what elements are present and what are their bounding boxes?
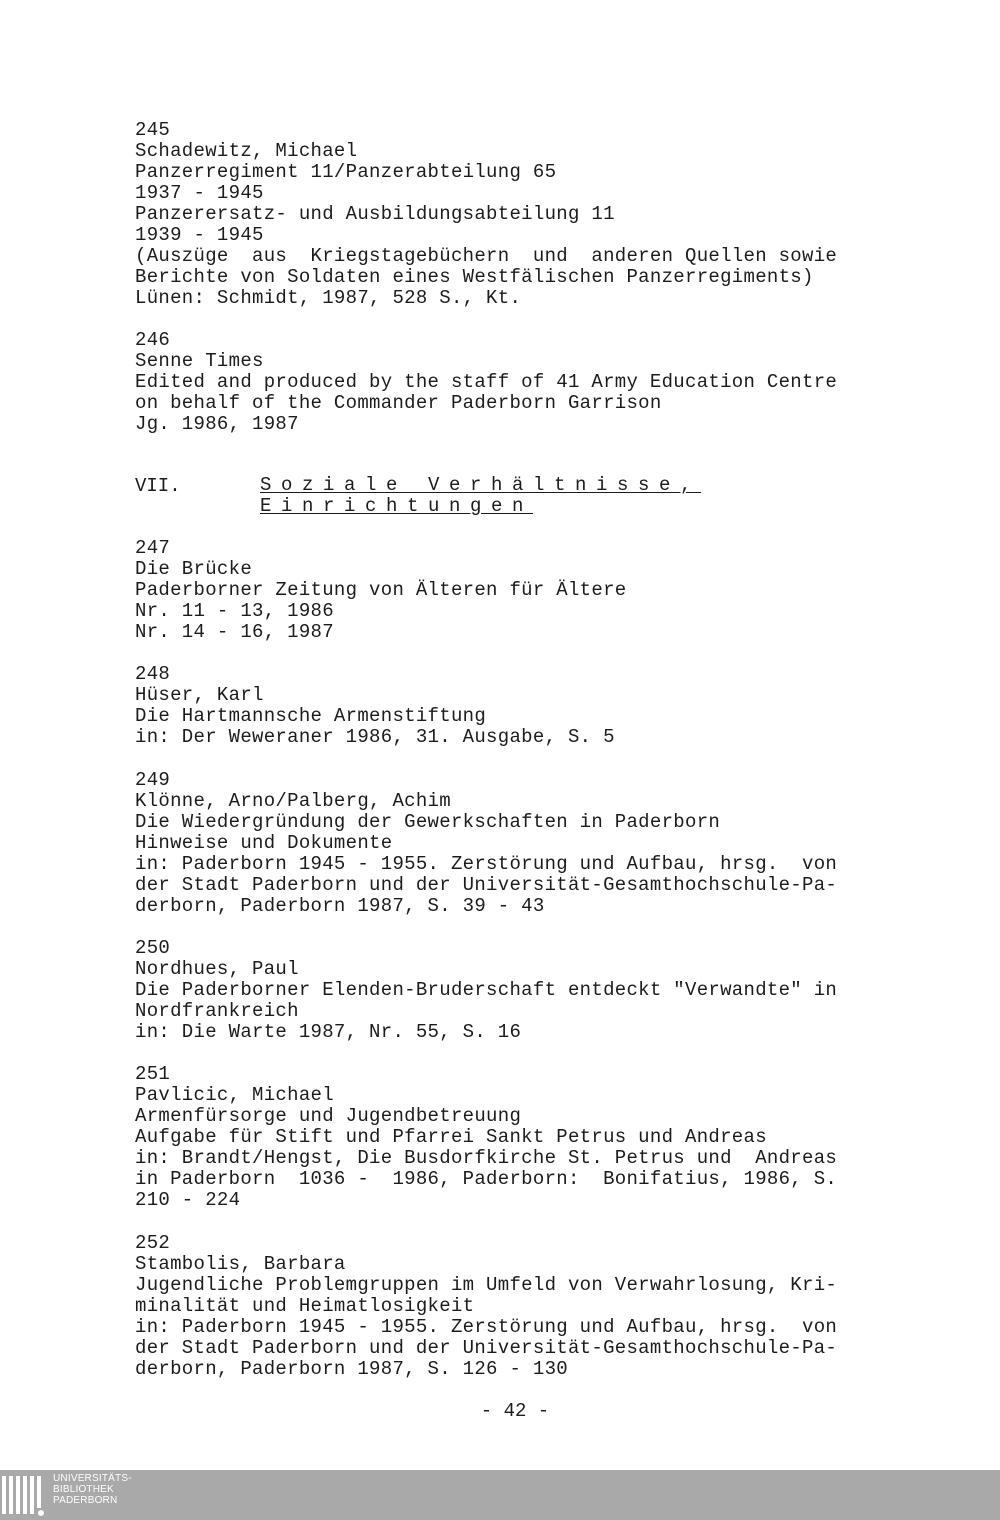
- entry-number: 249: [135, 769, 171, 791]
- entry-line: Lünen: Schmidt, 1987, 528 S., Kt.: [135, 287, 522, 309]
- entry-line: Pavlicic, Michael: [135, 1084, 334, 1106]
- entry-line: Nr. 11 - 13, 1986: [135, 600, 334, 622]
- entry-line: on behalf of the Commander Paderborn Garrison: [135, 392, 662, 414]
- entry-line: Nordfrankreich: [135, 1000, 299, 1022]
- entry-line: minalität und Heimatlosigkeit: [135, 1295, 475, 1317]
- logo-dot-icon: [38, 1510, 44, 1516]
- entry-line: Hinweise und Dokumente: [135, 832, 393, 854]
- entry-line: Nordhues, Paul: [135, 958, 299, 980]
- entry-number: 247: [135, 537, 171, 559]
- entry-line: Jugendliche Problemgruppen im Umfeld von Verwahrlosung, Kri-: [135, 1274, 838, 1296]
- entry-number: 252: [135, 1232, 171, 1254]
- entry-line: Panzerregiment 11/Panzerabteilung 65: [135, 161, 557, 183]
- library-logo-icon: [2, 1476, 48, 1514]
- logo-line: PADERBORN: [53, 1495, 118, 1506]
- entry-line: Die Wiedergründung der Gewerkschaften in Paderborn: [135, 811, 721, 833]
- entry-line: 210 - 224: [135, 1189, 241, 1211]
- entry-number: 245: [135, 119, 171, 141]
- entry-line: Die Paderborner Elenden-Bruderschaft entdeckt "Verwandte" in: [135, 979, 838, 1001]
- entry-line: in: Paderborn 1945 - 1955. Zerstörung und Aufbau, hrsg. von: [135, 853, 838, 875]
- entry-line: der Stadt Paderborn und der Universität-Gesamthochschule-Pa-: [135, 1337, 838, 1359]
- entry-number: 248: [135, 663, 171, 685]
- entry-line: Paderborner Zeitung von Älteren für Ältere: [135, 579, 627, 601]
- entry-line: Senne Times: [135, 350, 264, 372]
- entry-line: der Stadt Paderborn und der Universität-Gesamthochschule-Pa-: [135, 874, 838, 896]
- entry-line: in: Die Warte 1987, Nr. 55, S. 16: [135, 1021, 522, 1043]
- entry-line: in: Paderborn 1945 - 1955. Zerstörung und Aufbau, hrsg. von: [135, 1316, 838, 1338]
- entry-line: Armenfürsorge und Jugendbetreuung: [135, 1105, 522, 1127]
- section-number: VII.: [135, 475, 181, 497]
- logo-line: UNIVERSITÄTS-: [53, 1473, 132, 1484]
- entry-line: Aufgabe für Stift und Pfarrei Sankt Petrus und Andreas: [135, 1126, 767, 1148]
- entry-number: 246: [135, 329, 171, 351]
- entry-line: Hüser, Karl: [135, 684, 264, 706]
- entry-line: Stambolis, Barbara: [135, 1253, 346, 1275]
- entry-line: Berichte von Soldaten eines Westfälischen Panzerregiments): [135, 266, 814, 288]
- library-logo-text: [53, 1473, 132, 1506]
- entry-line: 1939 - 1945: [135, 224, 264, 246]
- entry-line: in: Brandt/Hengst, Die Busdorfkirche St. Petrus und Andreas: [135, 1147, 838, 1169]
- entry-line: derborn, Paderborn 1987, S. 39 - 43: [135, 895, 545, 917]
- entry-line: Panzerersatz- und Ausbildungsabteilung 11: [135, 203, 615, 225]
- entry-line: 1937 - 1945: [135, 182, 264, 204]
- logo-line: BIBLIOTHEK: [53, 1484, 114, 1495]
- entry-line: Jg. 1986, 1987: [135, 413, 299, 435]
- entry-line: Die Hartmannsche Armenstiftung: [135, 705, 487, 727]
- entry-number: 251: [135, 1063, 171, 1085]
- entry-line: Edited and produced by the staff of 41 Army Education Centre: [135, 371, 838, 393]
- entry-line: (Auszüge aus Kriegstagebüchern und anderen Quellen sowie: [135, 245, 838, 267]
- entry-line: Nr. 14 - 16, 1987: [135, 621, 334, 643]
- section-title-line-2: Einrichtungen: [260, 495, 534, 517]
- entry-line: Schadewitz, Michael: [135, 140, 358, 162]
- entry-line: in Paderborn 1036 - 1986, Paderborn: Bonifatius, 1986, S.: [135, 1168, 838, 1190]
- entry-line: in: Der Weweraner 1986, 31. Ausgabe, S. 5: [135, 726, 615, 748]
- section-title-line-1: Soziale Verhältnisse,: [260, 474, 702, 496]
- entry-line: Klönne, Arno/Palberg, Achim: [135, 790, 451, 812]
- entry-line: Die Brücke: [135, 558, 253, 580]
- library-footer: [0, 1470, 1000, 1520]
- page-number: - 42 -: [480, 1400, 550, 1422]
- entry-line: derborn, Paderborn 1987, S. 126 - 130: [135, 1358, 568, 1380]
- entry-number: 250: [135, 937, 171, 959]
